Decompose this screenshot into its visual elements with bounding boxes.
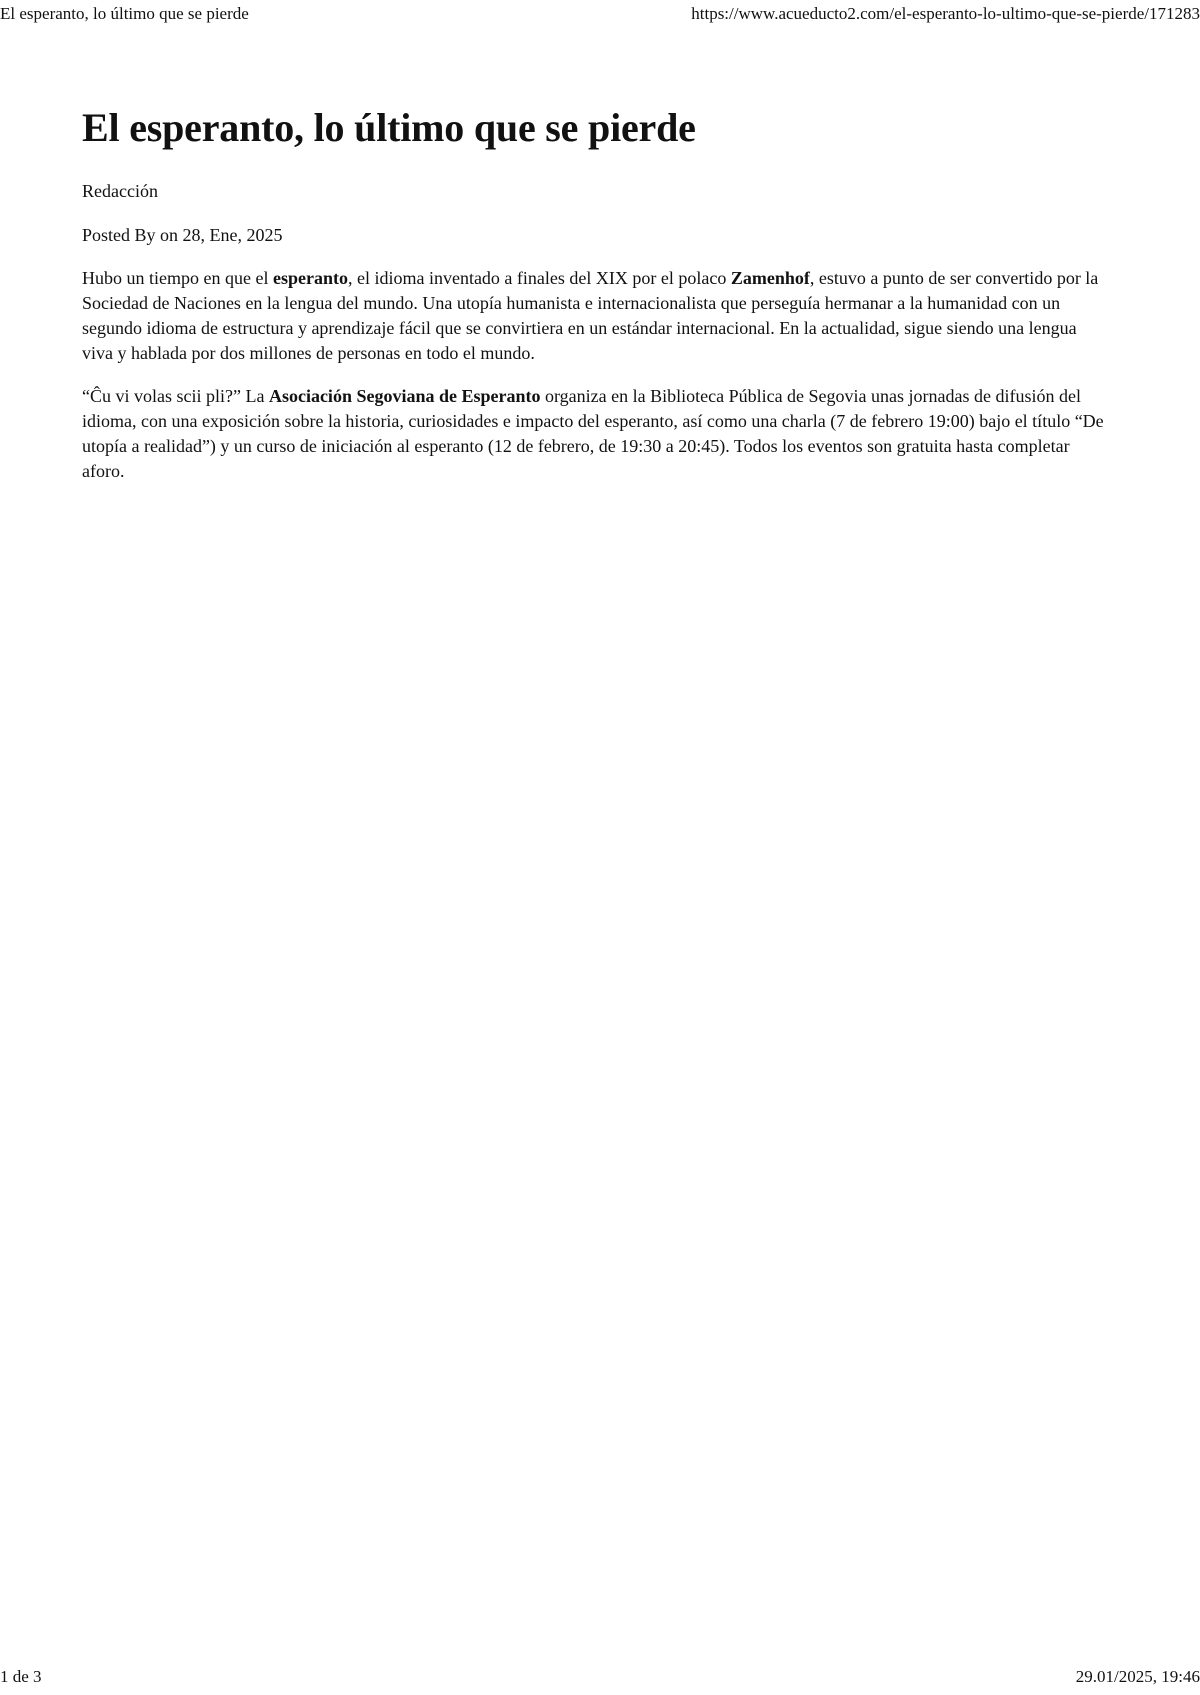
article-author: Redacción [82,181,158,201]
article-paragraph-1 [82,266,1112,366]
paragraph-text: organiza en la Biblioteca Pública de Segovia unas jornadas de difusión del idioma, con una exposición sobre la historia, curiosidades e impacto del esperanto, así como una charla (7 de febrero 19:00) bajo el título “De utopía a realidad”) y un curso de iniciación al esperanto (12 de febrero, de 19:30 a 20:45). Todos los eventos son gratuita hasta completar aforo. [82,386,1104,481]
bold-term-zamenhof: Zamenhof [730,268,810,288]
footer-print-datetime: 29.01/2025, 19:46 [1075,1667,1200,1686]
paragraph-text: Hubo un tiempo en que el [82,268,273,288]
bold-term-association: Asociación Segoviana de Esperanto [268,386,541,406]
article [82,100,1112,484]
print-header [0,2,1200,26]
header-page-title: El esperanto, lo último que se pierde [0,4,249,23]
article-title: El esperanto, lo último que se pierde [82,105,696,150]
footer-page-number: 1 de 3 [0,1667,42,1686]
article-posted-date: Posted By on 28, Ene, 2025 [82,225,283,245]
bold-term-esperanto: esperanto [272,268,348,288]
paragraph-text: , estuvo a punto de ser convertido por la Sociedad de Naciones en la lengua del mundo. Una utopía humanista e internacionalista que perseguía hermanar a la humanidad con un segundo idioma de estructura y aprendizaje fácil que se convirtiera en un estándar internacional. En la actualidad, sigue siendo una lengua viva y hablada por dos millones de personas en todo el mundo. [82,268,1099,363]
paragraph-text: “Ĉu vi volas scii pli?” La [82,386,269,406]
header-page-url: https://www.acueducto2.com/el-esperanto-lo-ultimo-que-se-pierde/171283 [691,4,1200,23]
paragraph-text: , el idioma inventado a finales del XIX por el polaco [347,268,731,288]
print-footer [0,1665,1200,1689]
article-paragraph-2 [82,384,1112,484]
